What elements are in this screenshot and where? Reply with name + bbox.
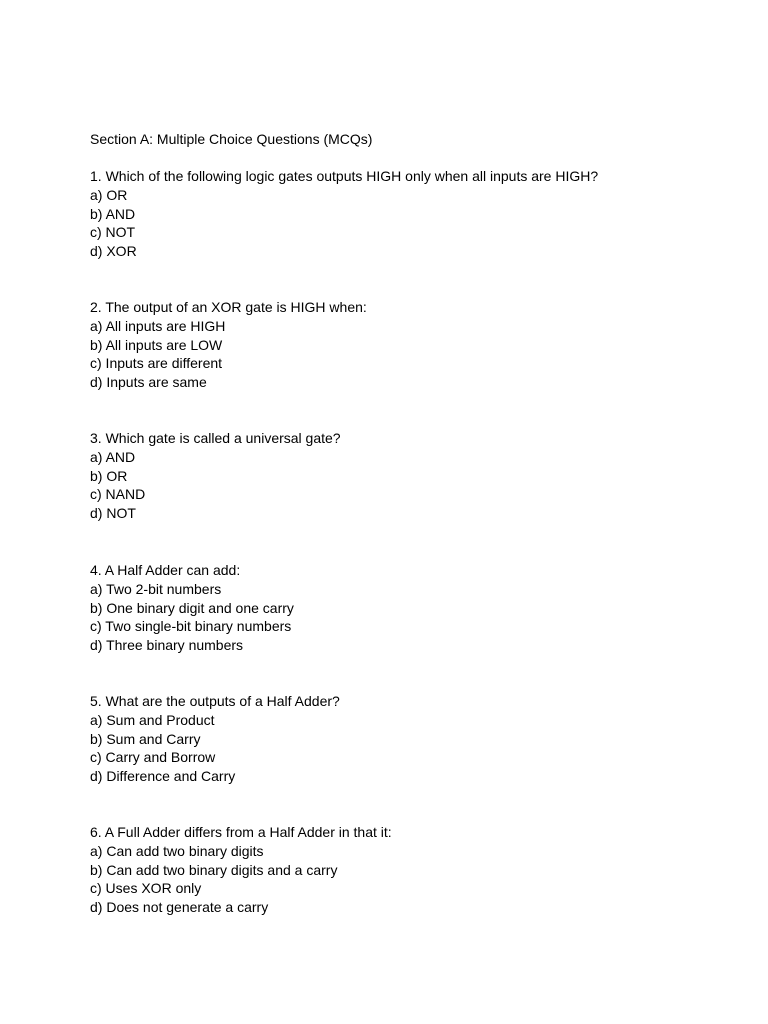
question-1 [90,167,730,261]
option-b: b) One binary digit and one carry [90,599,294,616]
question-text: 3. Which gate is called a universal gate? [90,430,341,446]
option-c: c) Two single-bit binary numbers [90,618,292,635]
question-5 [90,692,730,786]
question-4 [90,561,730,655]
option-a: a) Two 2-bit numbers [90,580,222,597]
option-b: b) OR [90,467,128,484]
option-d: d) Does not generate a carry [90,899,269,916]
question-text: 4. A Half Adder can add: [90,562,241,578]
option-a: a) Sum and Product [90,711,215,728]
option-b: b) Sum and Carry [90,730,201,747]
option-a: a) Can add two binary digits [90,842,264,859]
question-text: 6. A Full Adder differs from a Half Adder in that it: [90,824,392,840]
option-d: d) NOT [90,505,136,522]
question-3 [90,429,730,523]
section-title: Section A: Multiple Choice Questions (MCQs) [90,131,373,147]
question-2 [90,298,730,392]
option-c: c) Inputs are different [90,355,223,372]
option-b: b) Can add two binary digits and a carry [90,861,338,878]
option-d: d) Difference and Carry [90,768,236,785]
option-d: d) Three binary numbers [90,637,244,654]
option-d: d) Inputs are same [90,374,207,391]
option-c: c) Uses XOR only [90,880,202,897]
question-text: 2. The output of an XOR gate is HIGH when: [90,299,367,315]
option-c: c) Carry and Borrow [90,749,216,766]
option-d: d) XOR [90,243,137,260]
option-b: b) All inputs are LOW [90,336,223,353]
question-text: 5. What are the outputs of a Half Adder? [90,693,340,709]
option-a: a) All inputs are HIGH [90,317,226,334]
option-a: a) OR [90,186,128,203]
question-6 [90,823,730,917]
question-text: 1. Which of the following logic gates outputs HIGH only when all inputs are HIGH? [90,168,599,184]
option-c: c) NOT [90,224,136,241]
option-b: b) AND [90,205,136,222]
option-c: c) NAND [90,486,146,503]
option-a: a) AND [90,448,136,465]
